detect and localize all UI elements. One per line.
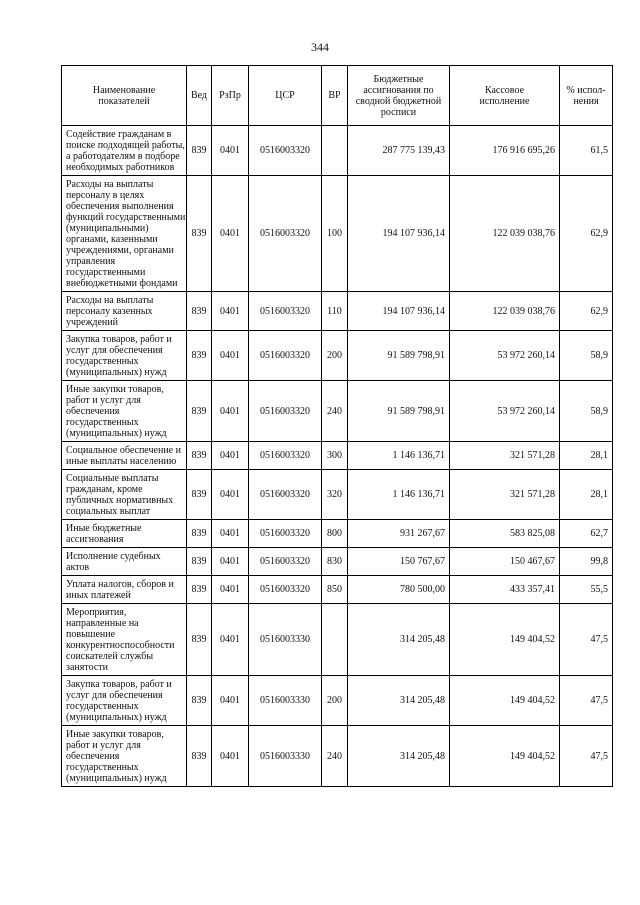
- table-row: [62, 126, 613, 176]
- row-cash: 433 357,41: [450, 576, 560, 604]
- row-pct: 47,5: [560, 604, 613, 676]
- row-name: Иные закупки товаров, работ и услуг для обеспечения государственных (муниципальных) нужд: [62, 381, 187, 442]
- row-csr: 0516003320: [249, 470, 322, 520]
- header-pct: % испол-нения: [560, 66, 613, 126]
- row-rzpr: 0401: [212, 576, 249, 604]
- row-vr: 800: [322, 520, 348, 548]
- row-budget: 314 205,48: [348, 726, 450, 787]
- header-csr: ЦСР: [249, 66, 322, 126]
- page-number: 344: [311, 40, 329, 54]
- row-ved: 839: [187, 576, 212, 604]
- row-vr: [322, 126, 348, 176]
- row-rzpr: 0401: [212, 292, 249, 331]
- row-ved: 839: [187, 676, 212, 726]
- row-vr: 240: [322, 381, 348, 442]
- row-pct: 28,1: [560, 470, 613, 520]
- row-cash: 53 972 260,14: [450, 331, 560, 381]
- row-name: Закупка товаров, работ и услуг для обеспечения государственных (муниципальных) нужд: [62, 676, 187, 726]
- row-csr: 0516003330: [249, 676, 322, 726]
- row-csr: 0516003320: [249, 331, 322, 381]
- row-budget: 150 767,67: [348, 548, 450, 576]
- table-row: [62, 442, 613, 470]
- row-ved: 839: [187, 126, 212, 176]
- row-rzpr: 0401: [212, 726, 249, 787]
- row-rzpr: 0401: [212, 331, 249, 381]
- row-vr: 110: [322, 292, 348, 331]
- row-ved: 839: [187, 292, 212, 331]
- row-cash: 150 467,67: [450, 548, 560, 576]
- row-name: Содействие гражданам в поиске подходящей работы, а работодателям в подборе необходимых работников: [62, 126, 187, 176]
- row-csr: 0516003320: [249, 126, 322, 176]
- row-cash: 149 404,52: [450, 604, 560, 676]
- row-name: Мероприятия, направленные на повышение конкурентноспособности соискателей службы занятости: [62, 604, 187, 676]
- row-cash: 176 916 695,26: [450, 126, 560, 176]
- row-rzpr: 0401: [212, 381, 249, 442]
- header-row: [62, 66, 613, 126]
- row-csr: 0516003320: [249, 576, 322, 604]
- table-row: [62, 604, 613, 676]
- row-budget: 91 589 798,91: [348, 381, 450, 442]
- row-ved: 839: [187, 520, 212, 548]
- row-name: Расходы на выплаты персоналу в целях обеспечения выполнения функций государственными (муниципальными) органами, казенными учреждениями, органами управления государственными внебюджетными фондами: [62, 176, 187, 292]
- row-budget: 314 205,48: [348, 604, 450, 676]
- row-csr: 0516003330: [249, 604, 322, 676]
- row-budget: 1 146 136,71: [348, 442, 450, 470]
- row-csr: 0516003320: [249, 176, 322, 292]
- row-rzpr: 0401: [212, 176, 249, 292]
- row-csr: 0516003320: [249, 292, 322, 331]
- row-cash: 149 404,52: [450, 726, 560, 787]
- row-cash: 53 972 260,14: [450, 381, 560, 442]
- header-name: Наименование показателей: [62, 66, 187, 126]
- row-ved: 839: [187, 176, 212, 292]
- row-csr: 0516003320: [249, 548, 322, 576]
- row-cash: 122 039 038,76: [450, 176, 560, 292]
- row-pct: 62,9: [560, 292, 613, 331]
- row-ved: 839: [187, 331, 212, 381]
- row-budget: 194 107 936,14: [348, 292, 450, 331]
- row-ved: 839: [187, 381, 212, 442]
- row-cash: 149 404,52: [450, 676, 560, 726]
- row-csr: 0516003320: [249, 442, 322, 470]
- table-row: [62, 331, 613, 381]
- row-rzpr: 0401: [212, 520, 249, 548]
- table-row: [62, 292, 613, 331]
- row-vr: 200: [322, 676, 348, 726]
- row-pct: 62,7: [560, 520, 613, 548]
- row-budget: 314 205,48: [348, 676, 450, 726]
- row-name: Уплата налогов, сборов и иных платежей: [62, 576, 187, 604]
- row-ved: 839: [187, 726, 212, 787]
- row-vr: 850: [322, 576, 348, 604]
- row-pct: 58,9: [560, 331, 613, 381]
- table-row: [62, 176, 613, 292]
- row-pct: 58,9: [560, 381, 613, 442]
- row-cash: 583 825,08: [450, 520, 560, 548]
- row-ved: 839: [187, 470, 212, 520]
- row-vr: 240: [322, 726, 348, 787]
- row-csr: 0516003320: [249, 381, 322, 442]
- header-ved: Вед: [187, 66, 212, 126]
- row-pct: 47,5: [560, 726, 613, 787]
- table-row: [62, 676, 613, 726]
- row-pct: 99,8: [560, 548, 613, 576]
- row-name: Иные бюджетные ассигнования: [62, 520, 187, 548]
- header-rzpr: РзПр: [212, 66, 249, 126]
- header-vr: ВР: [322, 66, 348, 126]
- row-pct: 62,9: [560, 176, 613, 292]
- header-budget: Бюджетные ассигнования по сводной бюджетной росписи: [348, 66, 450, 126]
- row-budget: 780 500,00: [348, 576, 450, 604]
- row-rzpr: 0401: [212, 470, 249, 520]
- row-budget: 931 267,67: [348, 520, 450, 548]
- header-cash: Кассовое исполнение: [450, 66, 560, 126]
- row-budget: 1 146 136,71: [348, 470, 450, 520]
- row-cash: 321 571,28: [450, 442, 560, 470]
- row-vr: 200: [322, 331, 348, 381]
- row-rzpr: 0401: [212, 604, 249, 676]
- table-row: [62, 576, 613, 604]
- row-pct: 28,1: [560, 442, 613, 470]
- row-csr: 0516003320: [249, 520, 322, 548]
- table-row: [62, 726, 613, 787]
- row-rzpr: 0401: [212, 676, 249, 726]
- row-rzpr: 0401: [212, 126, 249, 176]
- row-ved: 839: [187, 604, 212, 676]
- table-row: [62, 548, 613, 576]
- row-budget: 91 589 798,91: [348, 331, 450, 381]
- row-cash: 122 039 038,76: [450, 292, 560, 331]
- row-cash: 321 571,28: [450, 470, 560, 520]
- row-rzpr: 0401: [212, 442, 249, 470]
- row-vr: 300: [322, 442, 348, 470]
- row-pct: 61,5: [560, 126, 613, 176]
- row-name: Закупка товаров, работ и услуг для обеспечения государственных (муниципальных) нужд: [62, 331, 187, 381]
- table-row: [62, 470, 613, 520]
- row-rzpr: 0401: [212, 548, 249, 576]
- row-ved: 839: [187, 548, 212, 576]
- row-budget: 287 775 139,43: [348, 126, 450, 176]
- budget-execution-table: [61, 65, 613, 787]
- table-row: [62, 381, 613, 442]
- row-vr: 830: [322, 548, 348, 576]
- row-pct: 55,5: [560, 576, 613, 604]
- row-vr: [322, 604, 348, 676]
- row-budget: 194 107 936,14: [348, 176, 450, 292]
- row-vr: 320: [322, 470, 348, 520]
- row-name: Исполнение судебных актов: [62, 548, 187, 576]
- row-name: Социальное обеспечение и иные выплаты населению: [62, 442, 187, 470]
- row-name: Иные закупки товаров, работ и услуг для обеспечения государственных (муниципальных) нужд: [62, 726, 187, 787]
- row-name: Социальные выплаты гражданам, кроме публичных нормативных социальных выплат: [62, 470, 187, 520]
- row-vr: 100: [322, 176, 348, 292]
- row-ved: 839: [187, 442, 212, 470]
- row-csr: 0516003330: [249, 726, 322, 787]
- row-pct: 47,5: [560, 676, 613, 726]
- table-row: [62, 520, 613, 548]
- row-name: Расходы на выплаты персоналу казенных учреждений: [62, 292, 187, 331]
